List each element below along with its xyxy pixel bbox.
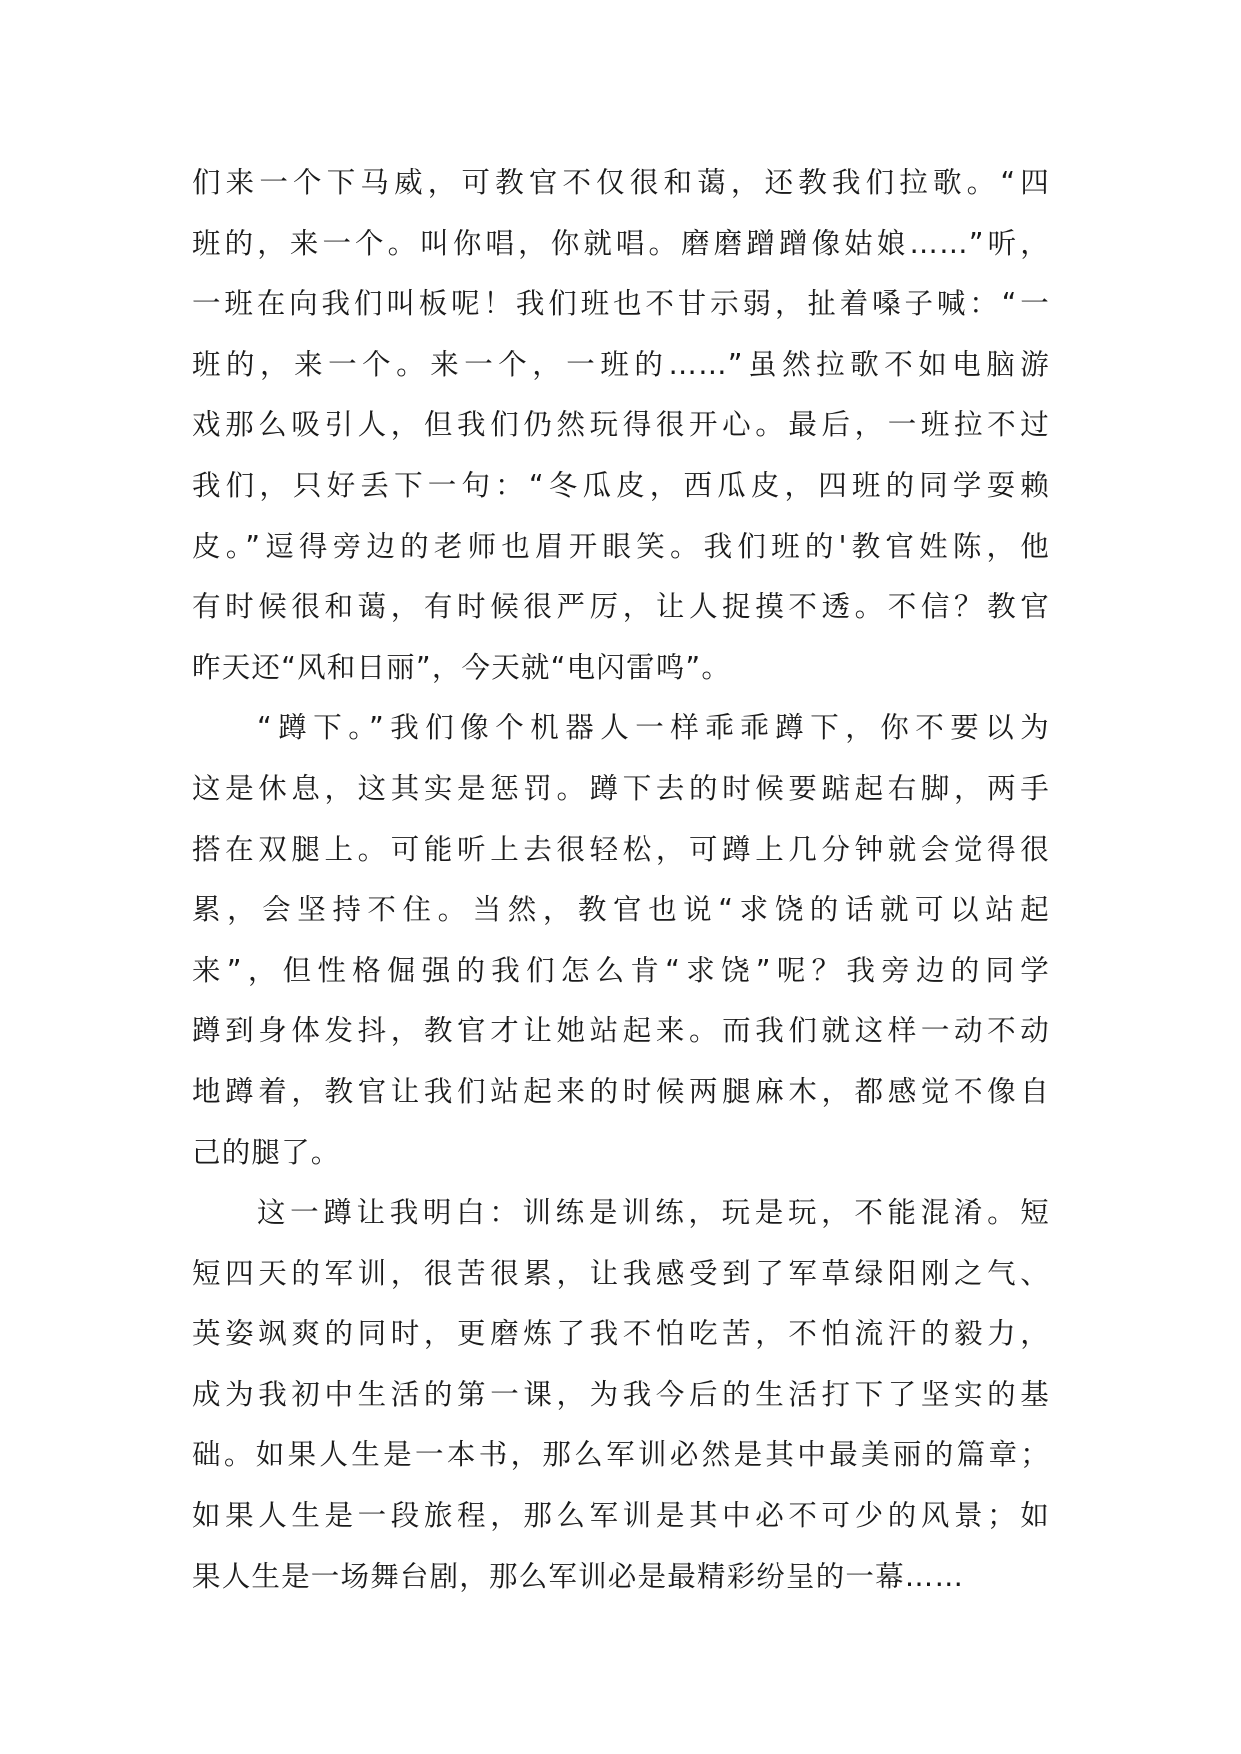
text-line: “蹲下。”我们像个机器人一样乖乖蹲下，你不要以为	[257, 711, 1050, 745]
text-line: 己的腿了。	[192, 1135, 341, 1169]
text-line: 戏那么吸引人，但我们仍然玩得很开心。最后，一班拉不过	[192, 408, 1050, 442]
text-line: 一班在向我们叫板呢！我们班也不甘示弱，扯着嗓子喊：“一	[192, 287, 1050, 321]
text-line: 成为我初中生活的第一课，为我今后的生活打下了坚实的基	[192, 1377, 1050, 1411]
text-line: 这一蹲让我明白：训练是训练，玩是玩，不能混淆。短	[257, 1196, 1050, 1230]
text-line: 地蹲着，教官让我们站起来的时候两腿麻木，都感觉不像自	[192, 1074, 1050, 1108]
text-line: 搭在双腿上。可能听上去很轻松，可蹲上几分钟就会觉得很	[192, 832, 1050, 866]
text-line: 蹲到身体发抖，教官才让她站起来。而我们就这样一动不动	[192, 1014, 1050, 1048]
text-line: 有时候很和蔼，有时候很严厉，让人捉摸不透。不信？教官	[192, 590, 1050, 624]
body-text	[192, 163, 1050, 1617]
text-line: 如果人生是一段旅程，那么军训是其中必不可少的风景；如	[192, 1499, 1050, 1533]
text-line: 础。如果人生是一本书，那么军训必然是其中最美丽的篇章；	[192, 1438, 1050, 1472]
text-line: 班的，来一个。来一个，一班的……”虽然拉歌不如电脑游	[192, 347, 1050, 381]
text-line: 累，会坚持不住。当然，教官也说“求饶的话就可以站起	[192, 893, 1050, 927]
text-line: 皮。”逗得旁边的老师也眉开眼笑。我们班的'教官姓陈，他	[192, 529, 1050, 563]
text-line: 果人生是一场舞台剧，那么军训必是最精彩纷呈的一幕……	[192, 1559, 965, 1593]
text-line: 们来一个下马威，可教官不仅很和蔼，还教我们拉歌。“四	[192, 166, 1050, 199]
text-line: 这是休息，这其实是惩罚。蹲下去的时候要踮起右脚，两手	[192, 771, 1050, 805]
text-line: 昨天还“风和日丽”，今天就“电闪雷鸣”。	[192, 650, 732, 684]
text-line: 英姿飒爽的同时，更磨炼了我不怕吃苦，不怕流汗的毅力，	[192, 1317, 1050, 1351]
text-line: 来”，但性格倔强的我们怎么肯“求饶”呢？我旁边的同学	[192, 953, 1050, 987]
text-line: 短四天的军训，很苦很累，让我感受到了军草绿阳刚之气、	[192, 1256, 1050, 1290]
text-line: 我们，只好丢下一句：“冬瓜皮，西瓜皮，四班的同学耍赖	[192, 468, 1050, 502]
text-line: 班的，来一个。叫你唱，你就唱。磨磨蹭蹭像姑娘……”听，	[192, 226, 1050, 260]
